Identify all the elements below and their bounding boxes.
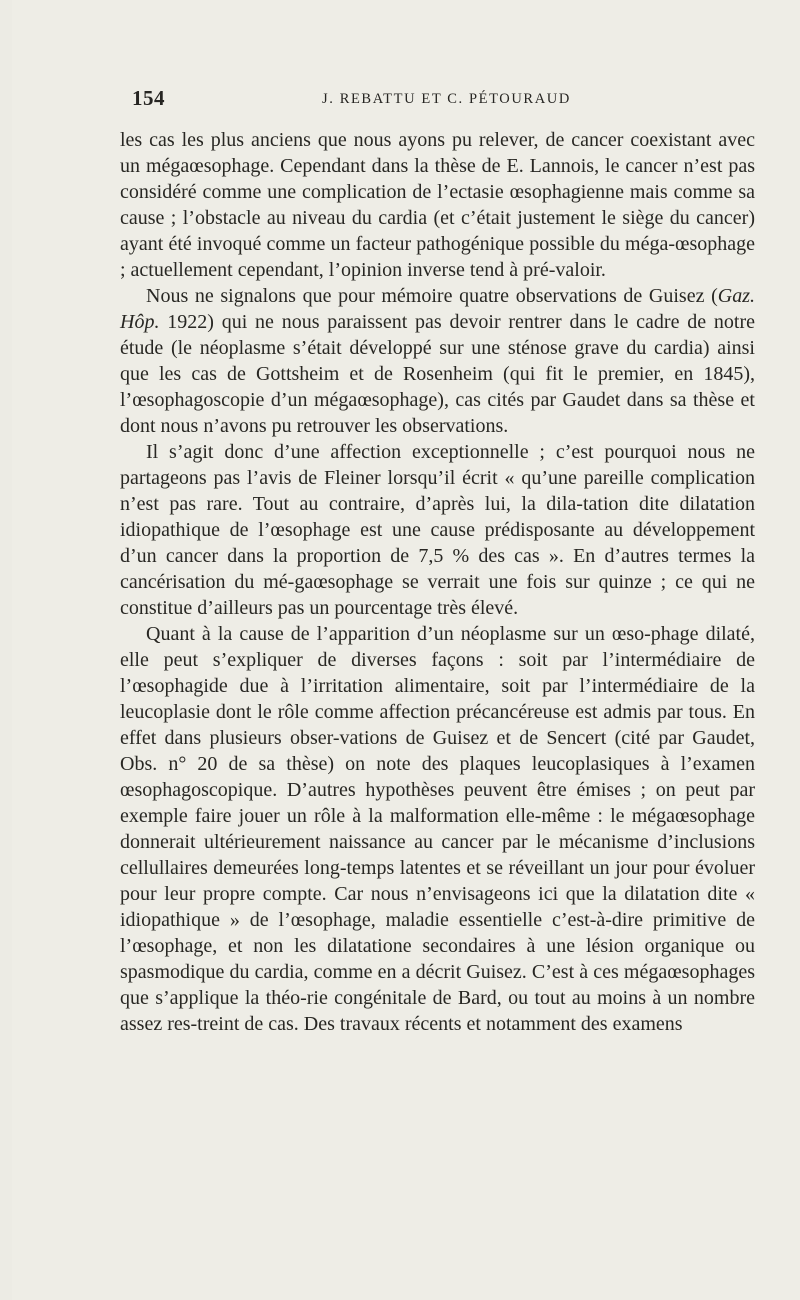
paragraph-1: les cas les plus anciens que nous ayons pu relever, de cancer coexistant avec un mégaœsophage. Cependant dans la thèse de E. Lannois, le cancer n’est pas considéré comme une complication de l’ectasie œsophagienne mais comme sa cause ; l’obstacle au niveau du cardia (et c’était justement le siège du cancer) ayant été invoqué comme un facteur pathogénique possible du méga-œsophage ; actuellement cependant, l’opinion inverse tend à pré-valoir. [120, 129, 755, 281]
paragraph-2-start: Nous ne signalons que pour mémoire quatre observations de Guisez ( [146, 285, 718, 307]
page-number: 154 [132, 86, 165, 110]
page-header [132, 86, 767, 116]
running-head: J. REBATTU ET C. PÉTOURAUD [322, 91, 571, 107]
body-text [120, 127, 755, 1037]
paragraph-4: Quant à la cause de l’apparition d’un néoplasme sur un œso-phage dilaté, elle peut s’expliquer de diverses façons : soit par l’intermédiaire de l’œsophagide due à l’irritation alimentaire, soit par l’intermédiaire de la leucoplasie dont le rôle comme affection précancéreuse est admis par tous. En effet dans plusieurs obser-vations de Guisez et de Sencert (cité par Gaudet, Obs. n° 20 de sa thèse) on note des plaques leucoplasiques à l’examen œsophagoscopique. D’autres hypothèses peuvent être émises ; on peut par exemple faire jouer un rôle à la malformation elle-même : le mégaœsophage donnerait ultérieurement naissance au cancer par le mécanisme d’inclusions cellullaires demeurées long-temps latentes et se réveillant un jour pour évoluer pour leur propre compte. Car nous n’envisageons ici que la dilatation dite « idiopathique » de l’œsophage, maladie essentielle c’est-à-dire primitive de l’œsophage, et non les dilatatione secondaires à une lésion organique ou spasmodique du cardia, comme en a décrit Guisez. C’est à ces mégaœsophages que s’applique la théo-rie congénitale de Bard, ou tout au moins à un nombre assez res-treint de cas. Des travaux récents et notamment des examens [120, 623, 755, 1035]
paragraph-2-citation: Gaz. Hôp. [120, 285, 755, 333]
paragraph-2 [120, 283, 755, 439]
paragraph-3: Il s’agit donc d’une affection exceptionnelle ; c’est pourquoi nous ne partageons pas l’avis de Fleiner lorsqu’il écrit « qu’une pareille complication n’est pas rare. Tout au contraire, d’après lui, la dila-tation dite dilatation idiopathique de l’œsophage est une cause prédisposante au développement d’un cancer dans la proportion de 7,5 % des cas ». En d’autres termes la cancérisation du mé-gaœsophage se verrait une fois sur quinze ; ce qui ne constitue d’ailleurs pas un pourcentage très élevé. [120, 441, 755, 619]
paragraph-2-end: 1922) qui ne nous paraissent pas devoir rentrer dans le cadre de notre étude (le néoplasme s’était développé sur une sténose grave du cardia) ainsi que les cas de Gottsheim et de Rosenheim (qui fit le premier, en 1845), l’œsophagoscopie d’un mégaœsophage), cas cités par Gaudet dans sa thèse et dont nous n’avons pu retrouver les observations. [120, 311, 755, 437]
